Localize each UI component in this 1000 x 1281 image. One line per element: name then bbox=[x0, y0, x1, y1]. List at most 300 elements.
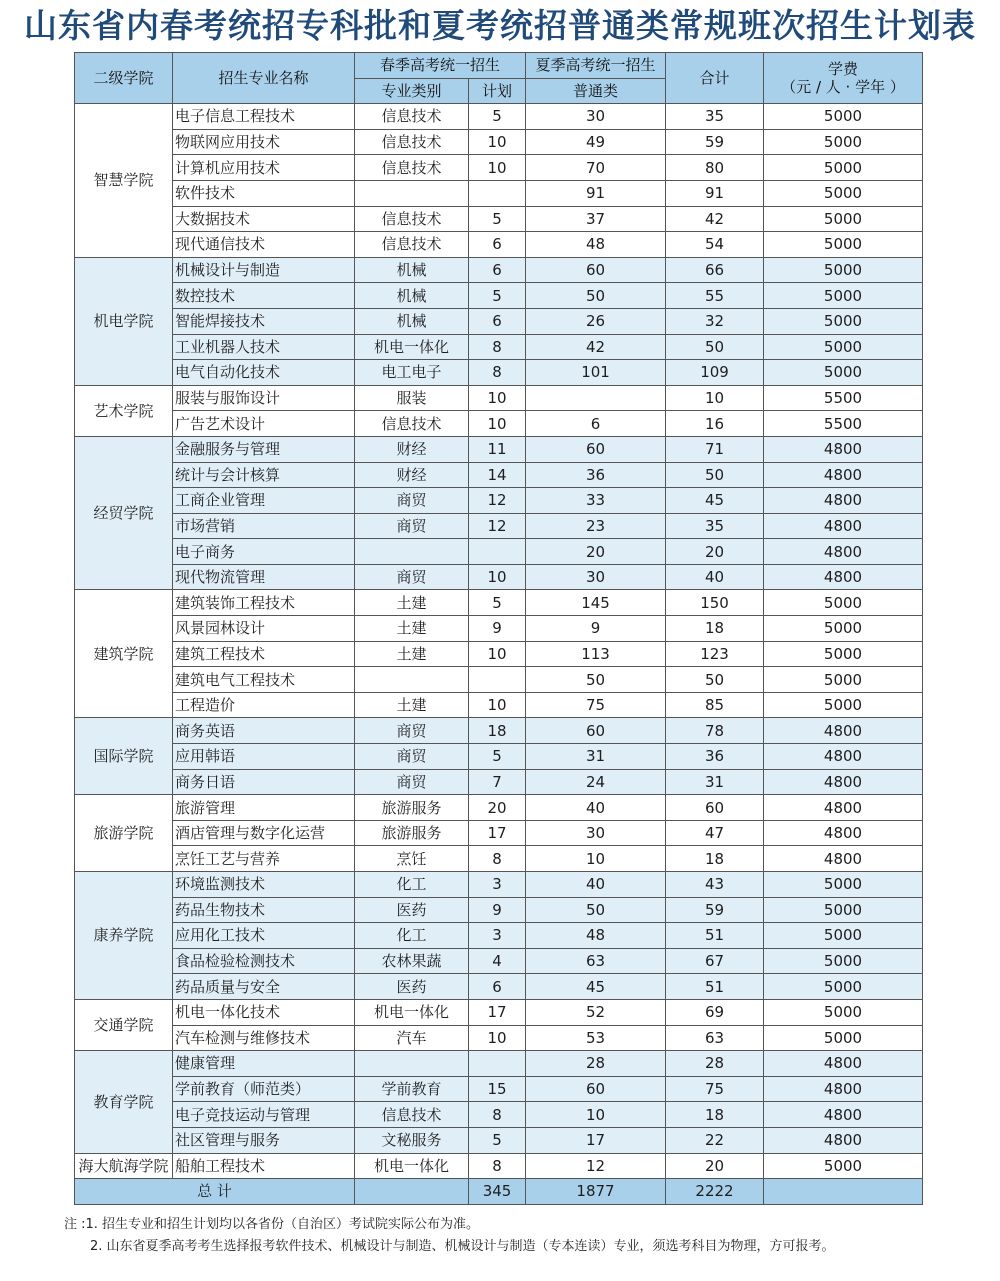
summer-general: 17 bbox=[526, 1127, 666, 1153]
major-name: 工程造价 bbox=[173, 692, 355, 718]
summer-general: 23 bbox=[526, 513, 666, 539]
tuition-fee: 5000 bbox=[764, 948, 923, 974]
spring-plan: 6 bbox=[469, 974, 526, 1000]
major-name: 广告艺术设计 bbox=[173, 411, 355, 437]
major-name: 环境监测技术 bbox=[173, 872, 355, 898]
spring-category bbox=[355, 1051, 469, 1077]
row-total: 63 bbox=[666, 1025, 764, 1051]
table-row bbox=[75, 155, 923, 181]
major-name: 商务英语 bbox=[173, 718, 355, 744]
major-name: 应用化工技术 bbox=[173, 923, 355, 949]
spring-plan: 20 bbox=[469, 795, 526, 821]
college-group bbox=[75, 795, 923, 872]
tuition-fee: 4800 bbox=[764, 436, 923, 462]
college-name: 智慧学院 bbox=[75, 104, 173, 258]
major-name: 电子商务 bbox=[173, 539, 355, 565]
spring-category: 机电一体化 bbox=[355, 334, 469, 360]
college-group bbox=[75, 385, 923, 436]
tuition-fee: 4800 bbox=[764, 820, 923, 846]
page-title: 山东省内春考统招专科批和夏考统招普通类常规班次招生计划表 bbox=[24, 6, 976, 45]
tuition-fee: 5000 bbox=[764, 334, 923, 360]
spring-plan: 6 bbox=[469, 308, 526, 334]
spring-plan bbox=[469, 667, 526, 693]
row-total: 35 bbox=[666, 104, 764, 130]
summer-general: 75 bbox=[526, 692, 666, 718]
spring-category: 土建 bbox=[355, 616, 469, 642]
spring-plan: 10 bbox=[469, 692, 526, 718]
major-name: 大数据技术 bbox=[173, 206, 355, 232]
row-total: 42 bbox=[666, 206, 764, 232]
summer-general: 30 bbox=[526, 564, 666, 590]
major-name: 服装与服饰设计 bbox=[173, 385, 355, 411]
header-spring-plan: 计划 bbox=[469, 78, 526, 104]
tuition-fee: 5500 bbox=[764, 411, 923, 437]
summer-general: 50 bbox=[526, 283, 666, 309]
summer-general: 70 bbox=[526, 155, 666, 181]
spring-category: 医药 bbox=[355, 974, 469, 1000]
enrollment-plan-table bbox=[74, 52, 923, 1205]
row-total: 20 bbox=[666, 1153, 764, 1179]
spring-plan: 10 bbox=[469, 155, 526, 181]
row-total: 78 bbox=[666, 718, 764, 744]
spring-plan: 8 bbox=[469, 1153, 526, 1179]
spring-plan: 8 bbox=[469, 360, 526, 386]
table-row bbox=[75, 1127, 923, 1153]
spring-category: 财经 bbox=[355, 436, 469, 462]
spring-category: 学前教育 bbox=[355, 1076, 469, 1102]
spring-category: 商贸 bbox=[355, 513, 469, 539]
summer-general: 48 bbox=[526, 923, 666, 949]
tuition-fee: 4800 bbox=[764, 795, 923, 821]
row-total: 66 bbox=[666, 257, 764, 283]
table-row bbox=[75, 1051, 923, 1077]
row-total: 91 bbox=[666, 180, 764, 206]
tuition-fee: 5000 bbox=[764, 180, 923, 206]
spring-plan: 10 bbox=[469, 385, 526, 411]
college-group bbox=[75, 104, 923, 258]
summer-general: 26 bbox=[526, 308, 666, 334]
major-name: 数控技术 bbox=[173, 283, 355, 309]
tuition-fee: 5000 bbox=[764, 360, 923, 386]
header-major: 招生专业名称 bbox=[173, 53, 355, 104]
spring-category: 化工 bbox=[355, 872, 469, 898]
college-group bbox=[75, 1153, 923, 1179]
summer-general: 30 bbox=[526, 104, 666, 130]
spring-category: 商贸 bbox=[355, 488, 469, 514]
summer-general: 10 bbox=[526, 846, 666, 872]
spring-category: 农林果蔬 bbox=[355, 948, 469, 974]
tuition-fee: 5000 bbox=[764, 104, 923, 130]
tuition-fee: 5000 bbox=[764, 1153, 923, 1179]
total-sum: 2222 bbox=[666, 1179, 764, 1205]
summer-general: 60 bbox=[526, 257, 666, 283]
table-row bbox=[75, 590, 923, 616]
college-group bbox=[75, 436, 923, 590]
summer-general: 40 bbox=[526, 872, 666, 898]
college-name: 经贸学院 bbox=[75, 436, 173, 590]
row-total: 50 bbox=[666, 462, 764, 488]
summer-general: 60 bbox=[526, 718, 666, 744]
row-total: 59 bbox=[666, 129, 764, 155]
tuition-fee: 5000 bbox=[764, 999, 923, 1025]
spring-category: 文秘服务 bbox=[355, 1127, 469, 1153]
footnote-1: 注 :1. 招生专业和招生计划均以各省份（自治区）考试院实际公布为准。 bbox=[64, 1217, 480, 1232]
college-name: 旅游学院 bbox=[75, 795, 173, 872]
summer-general: 60 bbox=[526, 1076, 666, 1102]
major-name: 智能焊接技术 bbox=[173, 308, 355, 334]
tuition-fee: 4800 bbox=[764, 769, 923, 795]
header-fee-unit: （元 / 人 · 学年 ） bbox=[781, 78, 905, 97]
row-total: 16 bbox=[666, 411, 764, 437]
table-row bbox=[75, 897, 923, 923]
table-row bbox=[75, 846, 923, 872]
spring-plan: 7 bbox=[469, 769, 526, 795]
college-group bbox=[75, 718, 923, 795]
spring-plan: 6 bbox=[469, 257, 526, 283]
table-row bbox=[75, 129, 923, 155]
major-name: 汽车检测与维修技术 bbox=[173, 1025, 355, 1051]
tuition-fee: 5500 bbox=[764, 385, 923, 411]
college-name: 机电学院 bbox=[75, 257, 173, 385]
college-name: 建筑学院 bbox=[75, 590, 173, 718]
row-total: 67 bbox=[666, 948, 764, 974]
header-college: 二级学院 bbox=[75, 53, 173, 104]
table-row bbox=[75, 257, 923, 283]
row-total: 51 bbox=[666, 923, 764, 949]
spring-category: 信息技术 bbox=[355, 232, 469, 258]
header-fee-label: 学费 bbox=[828, 60, 859, 79]
row-total: 55 bbox=[666, 283, 764, 309]
summer-general: 9 bbox=[526, 616, 666, 642]
summer-general: 52 bbox=[526, 999, 666, 1025]
total-summer: 1877 bbox=[526, 1179, 666, 1205]
major-name: 工业机器人技术 bbox=[173, 334, 355, 360]
spring-plan: 10 bbox=[469, 411, 526, 437]
tuition-fee: 5000 bbox=[764, 206, 923, 232]
spring-category: 服装 bbox=[355, 385, 469, 411]
table-row bbox=[75, 411, 923, 437]
row-total: 59 bbox=[666, 897, 764, 923]
table-row bbox=[75, 872, 923, 898]
spring-plan: 17 bbox=[469, 999, 526, 1025]
total-label: 总 计 bbox=[75, 1179, 355, 1205]
table-row bbox=[75, 718, 923, 744]
total-spring: 345 bbox=[469, 1179, 526, 1205]
summer-general: 20 bbox=[526, 539, 666, 565]
spring-category: 土建 bbox=[355, 590, 469, 616]
table-row bbox=[75, 641, 923, 667]
spring-category: 汽车 bbox=[355, 1025, 469, 1051]
major-name: 酒店管理与数字化运营 bbox=[173, 820, 355, 846]
tuition-fee: 4800 bbox=[764, 846, 923, 872]
spring-category: 医药 bbox=[355, 897, 469, 923]
summer-general: 50 bbox=[526, 897, 666, 923]
spring-plan: 5 bbox=[469, 1127, 526, 1153]
spring-plan: 6 bbox=[469, 232, 526, 258]
row-total: 18 bbox=[666, 1102, 764, 1128]
table-row bbox=[75, 795, 923, 821]
spring-plan: 4 bbox=[469, 948, 526, 974]
table-row bbox=[75, 436, 923, 462]
major-name: 船舶工程技术 bbox=[173, 1153, 355, 1179]
table-row bbox=[75, 1102, 923, 1128]
spring-plan: 10 bbox=[469, 564, 526, 590]
summer-general: 28 bbox=[526, 1051, 666, 1077]
tuition-fee: 4800 bbox=[764, 564, 923, 590]
tuition-fee: 5000 bbox=[764, 692, 923, 718]
summer-general: 63 bbox=[526, 948, 666, 974]
spring-category: 商贸 bbox=[355, 718, 469, 744]
major-name: 市场营销 bbox=[173, 513, 355, 539]
table-row bbox=[75, 820, 923, 846]
major-name: 电子信息工程技术 bbox=[173, 104, 355, 130]
major-name: 现代物流管理 bbox=[173, 564, 355, 590]
tuition-fee: 5000 bbox=[764, 155, 923, 181]
tuition-fee: 4800 bbox=[764, 1127, 923, 1153]
table-row bbox=[75, 308, 923, 334]
table-row bbox=[75, 999, 923, 1025]
table-row bbox=[75, 180, 923, 206]
spring-plan: 8 bbox=[469, 1102, 526, 1128]
row-total: 109 bbox=[666, 360, 764, 386]
table-row bbox=[75, 692, 923, 718]
summer-general: 145 bbox=[526, 590, 666, 616]
row-total: 69 bbox=[666, 999, 764, 1025]
footnotes bbox=[64, 1214, 984, 1258]
college-group bbox=[75, 590, 923, 718]
row-total: 43 bbox=[666, 872, 764, 898]
total-row bbox=[75, 1179, 923, 1205]
spring-category: 商贸 bbox=[355, 564, 469, 590]
total-fee-blank bbox=[764, 1179, 923, 1205]
tuition-fee: 5000 bbox=[764, 897, 923, 923]
major-name: 机械设计与制造 bbox=[173, 257, 355, 283]
table-total-section bbox=[75, 1179, 923, 1205]
major-name: 应用韩语 bbox=[173, 744, 355, 770]
header-total: 合计 bbox=[666, 53, 764, 104]
table-row bbox=[75, 462, 923, 488]
spring-category: 旅游服务 bbox=[355, 795, 469, 821]
spring-category: 土建 bbox=[355, 641, 469, 667]
tuition-fee: 5000 bbox=[764, 616, 923, 642]
major-name: 药品生物技术 bbox=[173, 897, 355, 923]
row-total: 60 bbox=[666, 795, 764, 821]
spring-plan: 3 bbox=[469, 872, 526, 898]
summer-general: 60 bbox=[526, 436, 666, 462]
table-header bbox=[75, 53, 923, 104]
major-name: 健康管理 bbox=[173, 1051, 355, 1077]
row-total: 28 bbox=[666, 1051, 764, 1077]
tuition-fee: 4800 bbox=[764, 744, 923, 770]
row-total: 18 bbox=[666, 846, 764, 872]
tuition-fee: 5000 bbox=[764, 257, 923, 283]
spring-plan: 14 bbox=[469, 462, 526, 488]
spring-category: 机电一体化 bbox=[355, 999, 469, 1025]
spring-plan: 18 bbox=[469, 718, 526, 744]
summer-general: 24 bbox=[526, 769, 666, 795]
spring-plan: 10 bbox=[469, 641, 526, 667]
summer-general bbox=[526, 385, 666, 411]
row-total: 75 bbox=[666, 1076, 764, 1102]
summer-general: 91 bbox=[526, 180, 666, 206]
summer-general: 53 bbox=[526, 1025, 666, 1051]
spring-plan: 9 bbox=[469, 616, 526, 642]
tuition-fee: 4800 bbox=[764, 1102, 923, 1128]
major-name: 计算机应用技术 bbox=[173, 155, 355, 181]
row-total: 20 bbox=[666, 539, 764, 565]
row-total: 80 bbox=[666, 155, 764, 181]
major-name: 食品检验检测技术 bbox=[173, 948, 355, 974]
summer-general: 36 bbox=[526, 462, 666, 488]
tuition-fee: 5000 bbox=[764, 641, 923, 667]
spring-plan: 9 bbox=[469, 897, 526, 923]
spring-category: 机械 bbox=[355, 283, 469, 309]
major-name: 软件技术 bbox=[173, 180, 355, 206]
spring-category: 信息技术 bbox=[355, 129, 469, 155]
college-group bbox=[75, 257, 923, 385]
summer-general: 50 bbox=[526, 667, 666, 693]
tuition-fee: 5000 bbox=[764, 667, 923, 693]
row-total: 22 bbox=[666, 1127, 764, 1153]
row-total: 10 bbox=[666, 385, 764, 411]
major-name: 物联网应用技术 bbox=[173, 129, 355, 155]
row-total: 47 bbox=[666, 820, 764, 846]
row-total: 50 bbox=[666, 334, 764, 360]
spring-category: 土建 bbox=[355, 692, 469, 718]
spring-category: 信息技术 bbox=[355, 206, 469, 232]
summer-general: 37 bbox=[526, 206, 666, 232]
spring-plan: 17 bbox=[469, 820, 526, 846]
tuition-fee: 4800 bbox=[764, 513, 923, 539]
spring-plan bbox=[469, 180, 526, 206]
summer-general: 40 bbox=[526, 795, 666, 821]
table-row bbox=[75, 923, 923, 949]
header-summer: 夏季高考统一招生 bbox=[526, 53, 666, 79]
tuition-fee: 5000 bbox=[764, 974, 923, 1000]
tuition-fee: 4800 bbox=[764, 488, 923, 514]
row-total: 50 bbox=[666, 667, 764, 693]
tuition-fee: 4800 bbox=[764, 1076, 923, 1102]
table-row bbox=[75, 667, 923, 693]
summer-general: 101 bbox=[526, 360, 666, 386]
table-row bbox=[75, 974, 923, 1000]
spring-category: 信息技术 bbox=[355, 104, 469, 130]
spring-plan: 5 bbox=[469, 590, 526, 616]
table-row bbox=[75, 206, 923, 232]
table-row bbox=[75, 104, 923, 130]
spring-category: 财经 bbox=[355, 462, 469, 488]
row-total: 18 bbox=[666, 616, 764, 642]
summer-general: 48 bbox=[526, 232, 666, 258]
summer-general: 31 bbox=[526, 744, 666, 770]
spring-category bbox=[355, 667, 469, 693]
major-name: 风景园林设计 bbox=[173, 616, 355, 642]
tuition-fee: 5000 bbox=[764, 590, 923, 616]
table-row bbox=[75, 948, 923, 974]
row-total: 85 bbox=[666, 692, 764, 718]
spring-plan bbox=[469, 539, 526, 565]
spring-plan: 8 bbox=[469, 334, 526, 360]
table-row bbox=[75, 616, 923, 642]
tuition-fee: 5000 bbox=[764, 923, 923, 949]
spring-plan: 5 bbox=[469, 744, 526, 770]
table-row bbox=[75, 385, 923, 411]
spring-plan: 10 bbox=[469, 1025, 526, 1051]
footnote-2: 2. 山东省夏季高考考生选择报考软件技术、机械设计与制造、机械设计与制造（专本连读）专业，须选考科目为物理，方可报考。 bbox=[90, 1239, 835, 1254]
summer-general: 12 bbox=[526, 1153, 666, 1179]
spring-plan: 12 bbox=[469, 488, 526, 514]
spring-plan: 5 bbox=[469, 104, 526, 130]
table-row bbox=[75, 513, 923, 539]
college-name: 海大航海学院 bbox=[75, 1153, 173, 1179]
tuition-fee: 4800 bbox=[764, 1051, 923, 1077]
tuition-fee: 4800 bbox=[764, 539, 923, 565]
spring-category: 化工 bbox=[355, 923, 469, 949]
spring-category: 商贸 bbox=[355, 769, 469, 795]
tuition-fee: 4800 bbox=[764, 462, 923, 488]
college-group bbox=[75, 872, 923, 1000]
spring-category: 机械 bbox=[355, 257, 469, 283]
row-total: 150 bbox=[666, 590, 764, 616]
table-row bbox=[75, 232, 923, 258]
summer-general: 33 bbox=[526, 488, 666, 514]
tuition-fee: 4800 bbox=[764, 718, 923, 744]
table-row bbox=[75, 564, 923, 590]
college-name: 康养学院 bbox=[75, 872, 173, 1000]
summer-general: 30 bbox=[526, 820, 666, 846]
table-row bbox=[75, 1025, 923, 1051]
spring-plan: 5 bbox=[469, 283, 526, 309]
spring-plan bbox=[469, 1051, 526, 1077]
total-blank bbox=[355, 1179, 469, 1205]
summer-general: 10 bbox=[526, 1102, 666, 1128]
summer-general: 42 bbox=[526, 334, 666, 360]
spring-category bbox=[355, 539, 469, 565]
major-name: 烹饪工艺与营养 bbox=[173, 846, 355, 872]
spring-category: 烹饪 bbox=[355, 846, 469, 872]
row-total: 45 bbox=[666, 488, 764, 514]
major-name: 统计与会计核算 bbox=[173, 462, 355, 488]
row-total: 71 bbox=[666, 436, 764, 462]
summer-general: 113 bbox=[526, 641, 666, 667]
header-summer-general: 普通类 bbox=[526, 78, 666, 104]
major-name: 药品质量与安全 bbox=[173, 974, 355, 1000]
spring-category: 旅游服务 bbox=[355, 820, 469, 846]
major-name: 电气自动化技术 bbox=[173, 360, 355, 386]
row-total: 31 bbox=[666, 769, 764, 795]
table-row bbox=[75, 488, 923, 514]
spring-category: 信息技术 bbox=[355, 155, 469, 181]
table-row bbox=[75, 744, 923, 770]
header-spring: 春季高考统一招生 bbox=[355, 53, 526, 79]
college-name: 交通学院 bbox=[75, 999, 173, 1050]
table-row bbox=[75, 334, 923, 360]
tuition-fee: 5000 bbox=[764, 129, 923, 155]
major-name: 建筑装饰工程技术 bbox=[173, 590, 355, 616]
spring-plan: 11 bbox=[469, 436, 526, 462]
spring-category: 信息技术 bbox=[355, 1102, 469, 1128]
spring-plan: 5 bbox=[469, 206, 526, 232]
summer-general: 45 bbox=[526, 974, 666, 1000]
major-name: 金融服务与管理 bbox=[173, 436, 355, 462]
row-total: 51 bbox=[666, 974, 764, 1000]
spring-category: 机械 bbox=[355, 308, 469, 334]
row-total: 36 bbox=[666, 744, 764, 770]
major-name: 建筑电气工程技术 bbox=[173, 667, 355, 693]
college-group bbox=[75, 1051, 923, 1153]
row-total: 40 bbox=[666, 564, 764, 590]
table-row bbox=[75, 539, 923, 565]
